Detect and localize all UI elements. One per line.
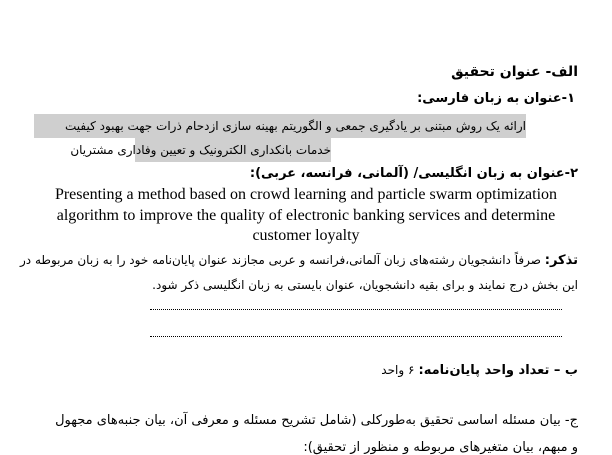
note-text-1: صرفاً دانشجویان رشته‌های زبان آلمانی،فرانسه و عربی مجازند عنوان پایان‌نامه خود را به زبان مربوطه در — [20, 253, 541, 267]
persian-title-line-1: ارائه یک روش مبتنی بر یادگیری جمعی و الگوریتم بهینه سازی ازدحام ذرات جهت بهبود کیفیت — [34, 114, 526, 138]
english-title-line-1: Presenting a method based on crowd learning and particle swarm optimization — [54, 186, 558, 203]
english-title-line-2: algorithm to improve the quality of electronic banking services and determine — [56, 207, 556, 224]
section-a-heading: الف- عنوان تحقیق — [451, 64, 578, 80]
persian-title-line-2: خدمات بانکداری الکترونیک و تعیین وفاداری مشتریان — [135, 138, 331, 162]
english-title-label: ۲-عنوان به زبان انگلیسی/ (آلمانی، فرانسه، عربی): — [249, 166, 578, 181]
note-line-2: این بخش درج نمایند و برای بقیه دانشجویان، عنوان بایستی به زبان انگلیسی ذکر شود. — [152, 278, 578, 292]
fill-line-2 — [150, 336, 562, 337]
note-line-1 — [20, 253, 578, 268]
section-b-value: ۶ واحد — [381, 363, 415, 377]
section-c-line-1: ج- بیان مسئله اساسی تحقیق به‌طورکلی (شامل تشریح مسئله و معرفی آن، بیان جنبه‌های مجهول — [55, 413, 578, 428]
note-label: تذکر: — [544, 253, 578, 268]
section-c-line-2: و مبهم، بیان متغیرهای مربوطه و منظور از تحقیق): — [303, 440, 578, 455]
english-title-line-3: customer loyalty — [252, 227, 360, 244]
section-b-label: ب – تعداد واحد پایان‌نامه: — [418, 363, 578, 378]
fill-line-1 — [150, 309, 562, 310]
section-b-line — [381, 363, 578, 378]
persian-title-label: ۱-عنوان به زبان فارسی: — [417, 91, 575, 106]
